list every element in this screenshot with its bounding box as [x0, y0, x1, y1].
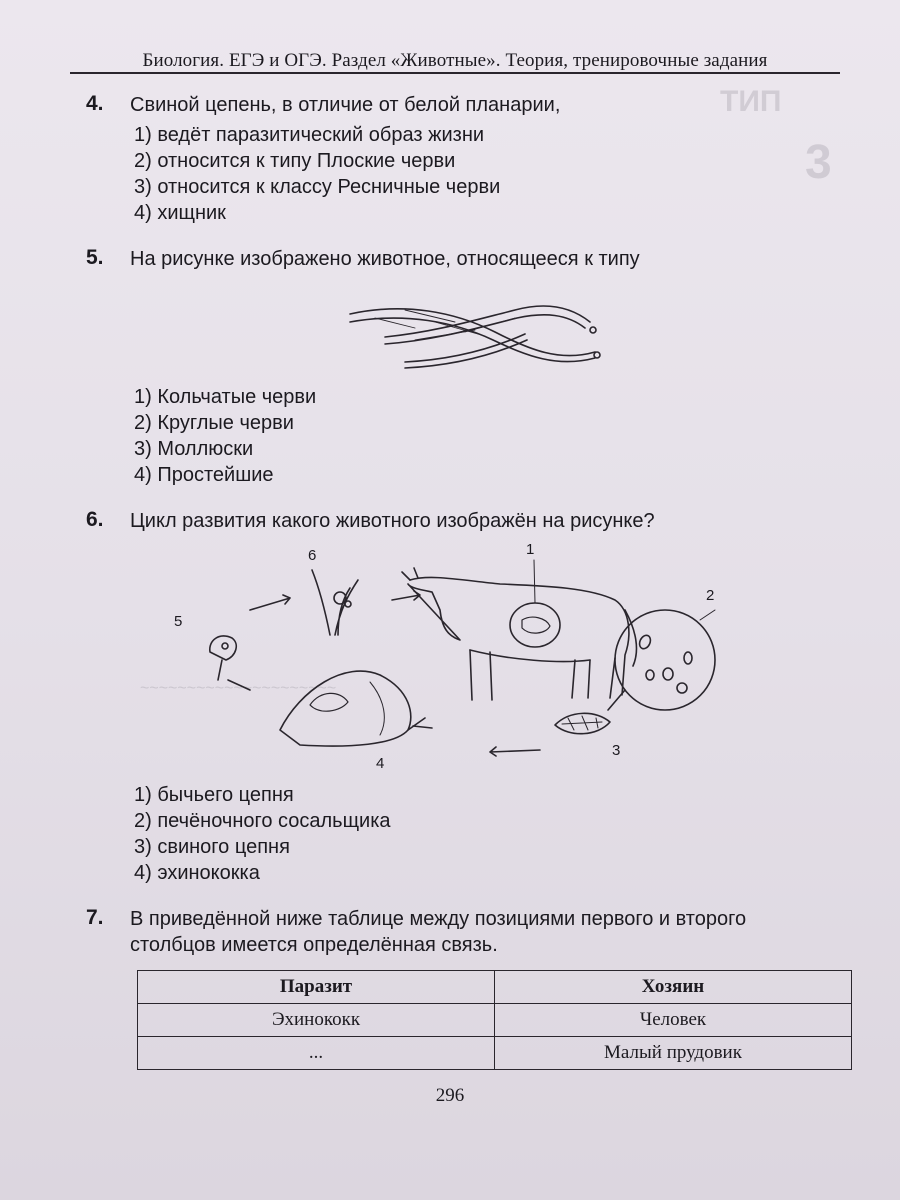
roundworm-figure — [345, 292, 605, 382]
page-header: Биология. ЕГЭ и ОГЭ. Раздел «Животные». Теория, тренировочные задания — [142, 50, 768, 71]
question-number: 5. — [86, 246, 104, 269]
answer-option: 1) бычьего цепня — [134, 784, 294, 806]
question-number: 4. — [86, 92, 104, 115]
figure-label-2: 2 — [706, 587, 715, 604]
page-number: 296 — [435, 1085, 465, 1106]
answer-option: 2) печёночного сосальщика — [134, 810, 391, 832]
question-number: 6. — [86, 508, 104, 531]
answer-options — [134, 122, 500, 226]
question-number: 7. — [86, 906, 104, 929]
question-text-line: столбцов имеется определённая связь. — [130, 934, 498, 956]
answer-option: 2) относится к типу Плоские черви — [134, 150, 456, 172]
table-cell: Малый прудовик — [495, 1037, 852, 1070]
answer-option: 3) относится к классу Ресничные черви — [134, 176, 501, 198]
figure-label-1: 1 — [526, 541, 535, 558]
figure-label-4: 4 — [376, 755, 385, 772]
answer-option: 1) ведёт паразитический образ жизни — [134, 124, 485, 146]
answer-options — [134, 782, 391, 886]
answer-option: 1) Кольчатые черви — [134, 386, 317, 408]
show-through-text: ТИП — [720, 85, 782, 118]
figure-label-3: 3 — [612, 742, 621, 759]
answer-option: 4) хищник — [134, 202, 226, 224]
question-text — [130, 906, 850, 958]
figure-label-6: 6 — [308, 547, 317, 564]
answer-option: 3) свиного цепня — [134, 836, 290, 858]
table-cell: ... — [138, 1037, 495, 1070]
answer-option: 4) Простейшие — [134, 464, 274, 486]
answer-option: 3) Моллюски — [134, 438, 254, 460]
answer-option: 2) Круглые черви — [134, 412, 294, 434]
life-cycle-figure — [170, 540, 730, 775]
table-header-cell: Паразит — [138, 971, 495, 1004]
table-header-cell: Хозяин — [495, 971, 852, 1004]
table-row — [138, 1037, 852, 1070]
question-text-line: В приведённой ниже таблице между позициями первого и второго — [130, 908, 747, 930]
table-row — [138, 1004, 852, 1037]
relation-table — [137, 970, 852, 1070]
show-through-text: 3 — [805, 136, 832, 189]
table-cell: Человек — [495, 1004, 852, 1037]
cow-body — [408, 577, 629, 700]
question-text: Цикл развития какого животного изображён на рисунке? — [130, 510, 655, 532]
header-rule — [70, 72, 840, 74]
show-through-text: ~~~~~~~~~~~~~~~~~~~~~ — [140, 680, 337, 697]
answer-options — [134, 384, 316, 488]
figure-label-5: 5 — [174, 613, 183, 630]
question-text: На рисунке изображено животное, относящееся к типу — [130, 248, 640, 270]
table-cell: Эхинококк — [138, 1004, 495, 1037]
answer-option: 4) эхинококка — [134, 862, 260, 884]
snail-body — [280, 671, 411, 746]
table-header-row — [138, 971, 852, 1004]
question-text: Свиной цепень, в отличие от белой планарии, — [130, 94, 561, 116]
